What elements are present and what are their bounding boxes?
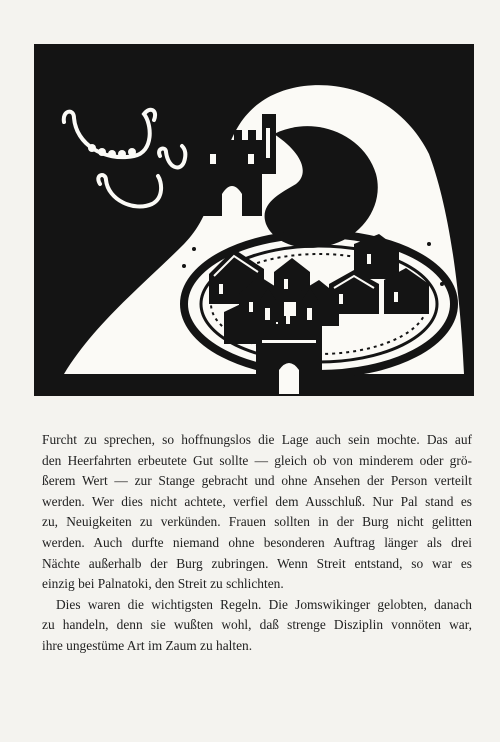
text-line: ihre ungestüme Art im Zaum zu halten. <box>42 637 253 653</box>
woodcut-illustration <box>34 44 474 396</box>
text-line: werden. Wer dies nicht achtete, verfiel dem Ausschluß. Nur Pal stand es <box>42 493 472 509</box>
text-line: ßerem Wert — zur Stange gebracht und ohne Ansehen der Person verteilt <box>42 473 472 489</box>
paragraph-1 <box>42 430 472 595</box>
text-line: werden. Auch durfte niemand ohne besonderen Auftrag länger als drei <box>42 534 472 550</box>
paragraph-2 <box>42 595 472 657</box>
text-line: den Heerfahrten erbeutete Gut sollte — gleich ob von minderem oder grö- <box>42 452 472 468</box>
text-line: zu, Neuigkeiten zu verkünden. Frauen sollten in der Burg nicht gelitten <box>42 514 472 530</box>
text-line: Furcht zu sprechen, so hoffnungslos die Lage auch sein mochte. Das auf <box>42 432 472 447</box>
text-line: zu handeln, denn sie wußten wohl, daß strenge Disziplin vonnöten war, <box>42 617 472 633</box>
text-line: Dies waren die wichtigsten Regeln. Die Jomswikinger gelobten, danach <box>56 596 472 612</box>
woodcut-svg <box>34 44 474 396</box>
text-line: Nächte außerhalb der Burg zubringen. Wenn Streit entstand, so war es <box>42 555 472 571</box>
text-line: einzig bei Palnatoki, den Streit zu schlichten. <box>42 576 284 592</box>
body-text <box>42 430 472 657</box>
